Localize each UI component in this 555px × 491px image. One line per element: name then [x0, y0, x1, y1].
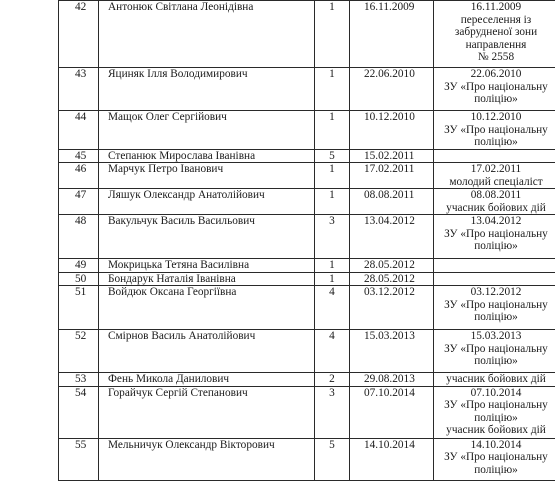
person-name-cell: Марчук Петро Іванович: [99, 163, 315, 189]
person-name-cell: Антонюк Світлана Леонідівна: [99, 1, 315, 68]
person-name-cell: Яциняк Ілля Володимирович: [99, 68, 315, 111]
row-number-cell: 50: [59, 272, 99, 286]
basis-line: 16.11.2009: [470, 1, 522, 13]
registration-date-cell: 22.06.2010: [350, 68, 434, 111]
category-cell: 3: [315, 386, 350, 438]
category-cell: 1: [315, 111, 350, 150]
basis-line: ЗУ «Про національну: [444, 451, 548, 463]
basis-cell: [434, 259, 555, 273]
person-name-cell: Смірнов Василь Анатолійович: [99, 330, 315, 373]
person-name-cell: Фень Микола Данилович: [99, 373, 315, 387]
basis-line: поліцію»: [474, 136, 518, 148]
row-number-cell: 49: [59, 259, 99, 273]
table-row: [59, 272, 555, 286]
basis-line: ЗУ «Про національну: [444, 399, 548, 411]
registration-date-cell: 14.10.2014: [350, 438, 434, 480]
basis-cell: [434, 149, 555, 163]
registration-date-cell: 15.03.2013: [350, 330, 434, 373]
basis-line: 10.12.2010: [470, 111, 522, 123]
registration-date-cell: 28.05.2012: [350, 259, 434, 273]
basis-cell: [434, 215, 555, 259]
basis-line: 17.02.2011: [470, 163, 522, 175]
basis-line: 03.12.2012: [470, 286, 522, 298]
basis-line: ЗУ «Про національну: [444, 80, 548, 93]
table-row: [59, 189, 555, 215]
table-row: [59, 286, 555, 330]
basis-cell: [434, 68, 555, 111]
basis-line: 14.10.2014: [470, 438, 522, 451]
registration-date-cell: 07.10.2014: [350, 386, 434, 438]
table-row: [59, 215, 555, 259]
table-row: [59, 163, 555, 189]
row-number-cell: 43: [59, 68, 99, 111]
row-number-cell: 55: [59, 438, 99, 480]
person-name-cell: Войдюк Оксана Георгіївна: [99, 286, 315, 330]
category-cell: 5: [315, 438, 350, 480]
basis-line: забрудненої зони: [454, 26, 538, 38]
basis-line: № 2558: [477, 51, 515, 63]
registration-date-cell: 03.12.2012: [350, 286, 434, 330]
table-body: [59, 1, 555, 481]
table-row: [59, 438, 555, 480]
basis-cell: [434, 189, 555, 215]
basis-line: 07.10.2014: [470, 386, 522, 399]
table-row: [59, 1, 555, 68]
row-number-cell: 53: [59, 373, 99, 387]
table-row: [59, 111, 555, 150]
basis-line: поліцію»: [474, 240, 518, 252]
category-cell: 3: [315, 215, 350, 259]
basis-cell: [434, 373, 555, 387]
registration-date-cell: 10.12.2010: [350, 111, 434, 150]
row-number-cell: 44: [59, 111, 99, 150]
person-name-cell: Мельничук Олександр Вікторович: [99, 438, 315, 480]
table-row: [59, 373, 555, 387]
basis-line: поліцію»: [474, 411, 518, 424]
person-name-cell: Ляшук Олександр Анатолійович: [99, 189, 315, 215]
basis-line: ЗУ «Про національну: [444, 342, 548, 355]
category-cell: 5: [315, 149, 350, 163]
registration-date-cell: 28.05.2012: [350, 272, 434, 286]
category-cell: 1: [315, 68, 350, 111]
housing-queue-table: [58, 0, 555, 481]
basis-line: 13.04.2012: [470, 215, 522, 227]
registration-date-cell: 08.08.2011: [350, 189, 434, 215]
table-row: [59, 68, 555, 111]
person-name-cell: Степанюк Мирослава Іванівна: [99, 149, 315, 163]
table-row: [59, 330, 555, 373]
basis-line: 08.08.2011: [470, 189, 522, 201]
basis-line: направлення: [465, 38, 527, 51]
row-number-cell: 47: [59, 189, 99, 215]
registration-date-cell: 13.04.2012: [350, 215, 434, 259]
category-cell: 4: [315, 286, 350, 330]
basis-line: учасник бойових дій: [446, 201, 546, 214]
registration-date-cell: 17.02.2011: [350, 163, 434, 189]
basis-line: поліцію»: [474, 93, 518, 105]
basis-line: 15.03.2013: [470, 330, 522, 342]
basis-line: поліцію»: [474, 463, 518, 476]
basis-line: поліцію»: [474, 355, 518, 367]
basis-cell: [434, 1, 555, 68]
row-number-cell: 48: [59, 215, 99, 259]
basis-line: учасник бойових дій: [446, 424, 546, 436]
category-cell: 1: [315, 163, 350, 189]
basis-line: молодий спеціаліст: [449, 175, 543, 188]
registration-date-cell: 15.02.2011: [350, 149, 434, 163]
basis-cell: [434, 111, 555, 150]
basis-cell: [434, 386, 555, 438]
row-number-cell: 52: [59, 330, 99, 373]
person-name-cell: Мокрицька Тетяна Василівна: [99, 259, 315, 273]
basis-line: переселення із: [460, 13, 532, 26]
category-cell: 1: [315, 189, 350, 215]
basis-cell: [434, 272, 555, 286]
basis-cell: [434, 163, 555, 189]
registration-date-cell: 16.11.2009: [350, 1, 434, 68]
registration-date-cell: 29.08.2013: [350, 373, 434, 387]
category-cell: 1: [315, 1, 350, 68]
basis-cell: [434, 330, 555, 373]
row-number-cell: 51: [59, 286, 99, 330]
person-name-cell: Мащок Олег Сергійович: [99, 111, 315, 150]
basis-line: ЗУ «Про національну: [444, 298, 548, 311]
basis-line: ЗУ «Про національну: [444, 227, 548, 240]
basis-line: поліцію»: [474, 311, 518, 323]
person-name-cell: Бондарук Наталія Іванівна: [99, 272, 315, 286]
table-row: [59, 149, 555, 163]
basis-line: ЗУ «Про національну: [444, 123, 548, 136]
category-cell: 1: [315, 272, 350, 286]
basis-line: 22.06.2010: [470, 68, 522, 80]
basis-line: учасник бойових дій: [446, 373, 546, 385]
basis-cell: [434, 438, 555, 480]
row-number-cell: 42: [59, 1, 99, 68]
table-row: [59, 259, 555, 273]
table-row: [59, 386, 555, 438]
category-cell: 1: [315, 259, 350, 273]
category-cell: 4: [315, 330, 350, 373]
category-cell: 2: [315, 373, 350, 387]
basis-cell: [434, 286, 555, 330]
person-name-cell: Вакульчук Василь Васильович: [99, 215, 315, 259]
person-name-cell: Горайчук Сергій Степанович: [99, 386, 315, 438]
row-number-cell: 45: [59, 149, 99, 163]
row-number-cell: 54: [59, 386, 99, 438]
row-number-cell: 46: [59, 163, 99, 189]
